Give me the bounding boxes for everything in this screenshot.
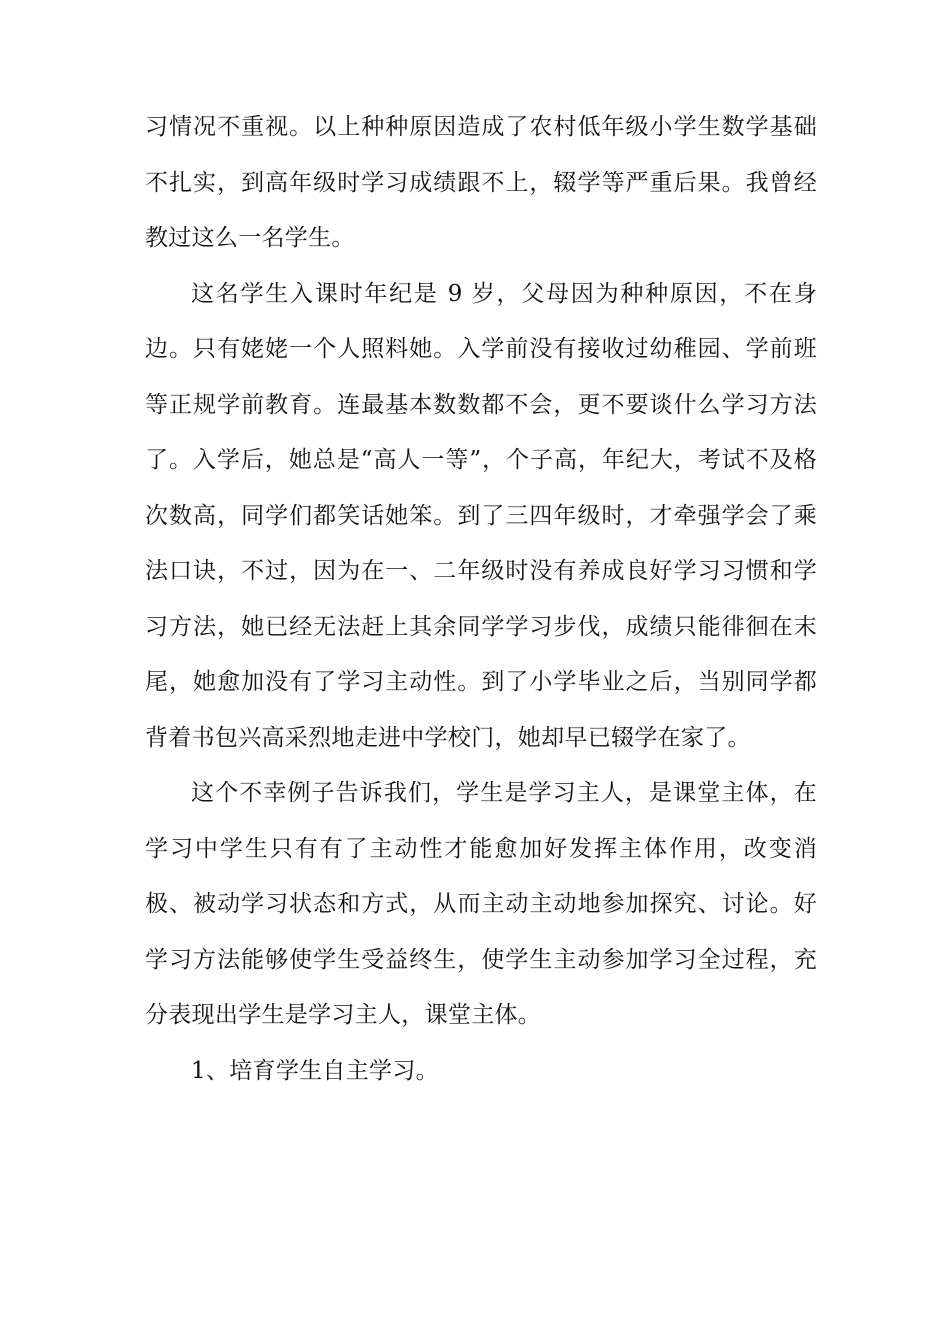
paragraph-student-story: 这名学生入课时年纪是 9 岁，父母因为种种原因，不在身边。只有姥姥一个人照料她。入学前没有接收过幼稚园、学前班等正规学前教育。连最基本数数都不会，更不要谈什么学习方法了。入学后，她总是“高人一等”，个子高，年纪大，考试不及格次数高，同学们都笑话她笨。到了三四年级时，才牵强学会了乘法口诀，不过，因为在一、二年级时没有养成良好学习习惯和学习方法，她已经无法赶上其余同学学习步伐，成绩只能徘徊在末尾，她愈加没有了学习主动性。到了小学毕业之后，当别同学都背着书包兴高采烈地走进中学校门，她却早已辍学在家了。 [145,280,817,751]
paragraph-continuation: 习情况不重视。以上种种原因造成了农村低年级小学生数学基础不扎实，到高年级时学习成绩跟不上，辍学等严重后果。我曾经教过这么一名学生。 [145,114,817,251]
paragraph-lesson: 这个不幸例子告诉我们，学生是学习主人，是课堂主体，在学习中学生只有有了主动性才能愈加好发挥主体作用，改变消极、被动学习状态和方式，从而主动主动地参加探究、讨论。好学习方法能够使学生受益终生，使学生主动参加学习全过程，充分表现出学生是学习主人，课堂主体。 [145,780,817,1028]
document-body [145,100,817,1099]
section-heading: 1、培育学生自主学习。 [191,1057,439,1084]
